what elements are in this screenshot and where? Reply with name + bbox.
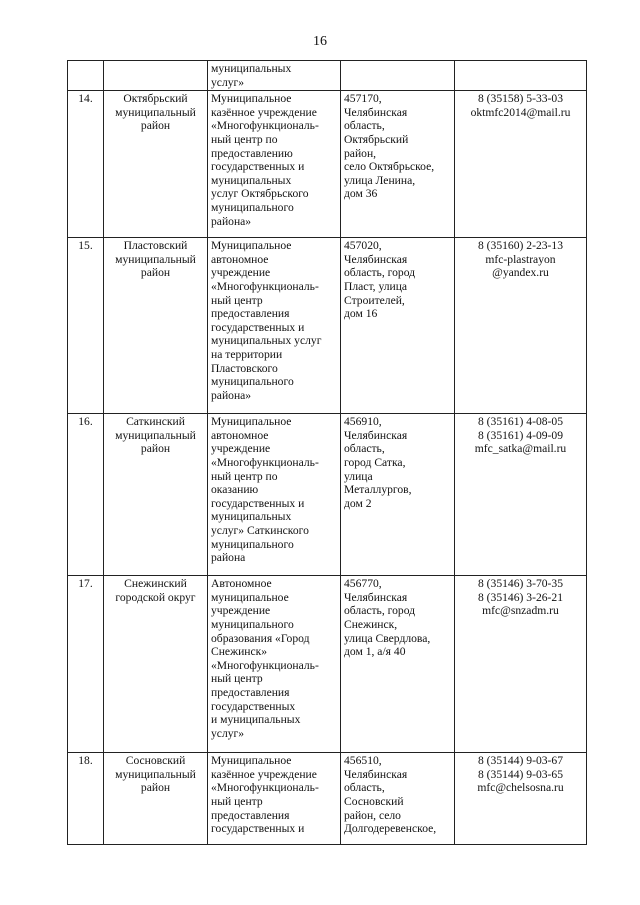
district-name: Саткинский муниципальный район	[104, 414, 208, 576]
email-address: mfc@snzadm.ru	[482, 604, 559, 618]
table-body	[68, 61, 587, 845]
district-name: Сосновский муниципальный район	[104, 753, 208, 845]
table-row	[68, 91, 587, 238]
address: 456770, Челябинская область, город Снежинск, улица Свердлова, дом 1, а/я 40	[341, 576, 455, 753]
table-row	[68, 753, 587, 845]
district-name: Пластовский муниципальный район	[104, 238, 208, 414]
row-number: 18.	[68, 753, 104, 845]
phone-number: 8 (35144) 9-03-67	[477, 754, 563, 768]
table-row	[68, 238, 587, 414]
organization-name: Муниципальное автономное учреждение «Многофункциональ- ный центр предоставления государственных и муниципальных услуг на территории Пластовского муниципального района»	[208, 238, 341, 414]
organization-name: Муниципальное казённое учреждение «Многофункциональ- ный центр по предоставлению государственных и муниципальных услуг Октябрьского муниципального района»	[208, 91, 341, 238]
contacts	[455, 91, 587, 238]
contacts	[455, 753, 587, 845]
row-number: 16.	[68, 414, 104, 576]
row-number: 17.	[68, 576, 104, 753]
address: 457170, Челябинская область, Октябрьский район, село Октябрьское, улица Ленина, дом 36	[341, 91, 455, 238]
address: 456910, Челябинская область, город Сатка, улица Металлургов, дом 2	[341, 414, 455, 576]
phone-number: 8 (35146) 3-26-21	[477, 590, 563, 604]
row-number	[68, 61, 104, 91]
table-row	[68, 576, 587, 753]
district-name	[104, 61, 208, 91]
phone-number: 8 (35161) 4-09-09	[477, 428, 563, 442]
contacts	[455, 61, 587, 91]
organization-name: Муниципальное казённое учреждение «Многофункциональ- ный центр предоставления государственных и	[208, 753, 341, 845]
email-address: mfc-plastrayon	[485, 252, 556, 266]
email-address: oktmfc2014@mail.ru	[470, 105, 571, 119]
contacts	[455, 414, 587, 576]
organization-name: муниципальных услуг»	[208, 61, 341, 91]
address: 457020, Челябинская область, город Пласт, улица Строителей, дом 16	[341, 238, 455, 414]
email-address: @yandex.ru	[492, 266, 549, 280]
mfc-table	[67, 60, 587, 845]
organization-name: Муниципальное автономное учреждение «Многофункциональ- ный центр по оказанию государственных и муниципальных услуг» Саткинского муниципального района	[208, 414, 341, 576]
phone-number: 8 (35160) 2-23-13	[477, 239, 563, 253]
email-address: mfc@chelsosna.ru	[477, 781, 564, 795]
contacts	[455, 238, 587, 414]
table-row	[68, 61, 587, 91]
page-number: 16	[313, 34, 327, 49]
organization-name: Автономное муниципальное учреждение муниципального образования «Город Снежинск» «Многофункциональ- ный центр предоставления государственных и муниципальных услуг»	[208, 576, 341, 753]
phone-number: 8 (35144) 9-03-65	[477, 767, 563, 781]
address	[341, 61, 455, 91]
district-name: Октябрьский муниципальный район	[104, 91, 208, 238]
phone-number: 8 (35158) 5-33-03	[477, 92, 563, 106]
district-name: Снежинский городской округ	[104, 576, 208, 753]
row-number: 15.	[68, 238, 104, 414]
address: 456510, Челябинская область, Сосновский район, село Долгодеревенское,	[341, 753, 455, 845]
table-row	[68, 414, 587, 576]
contacts	[455, 576, 587, 753]
row-number: 14.	[68, 91, 104, 238]
phone-number: 8 (35146) 3-70-35	[477, 577, 563, 591]
phone-number: 8 (35161) 4-08-05	[477, 415, 563, 429]
email-address: mfc_satka@mail.ru	[474, 442, 567, 456]
